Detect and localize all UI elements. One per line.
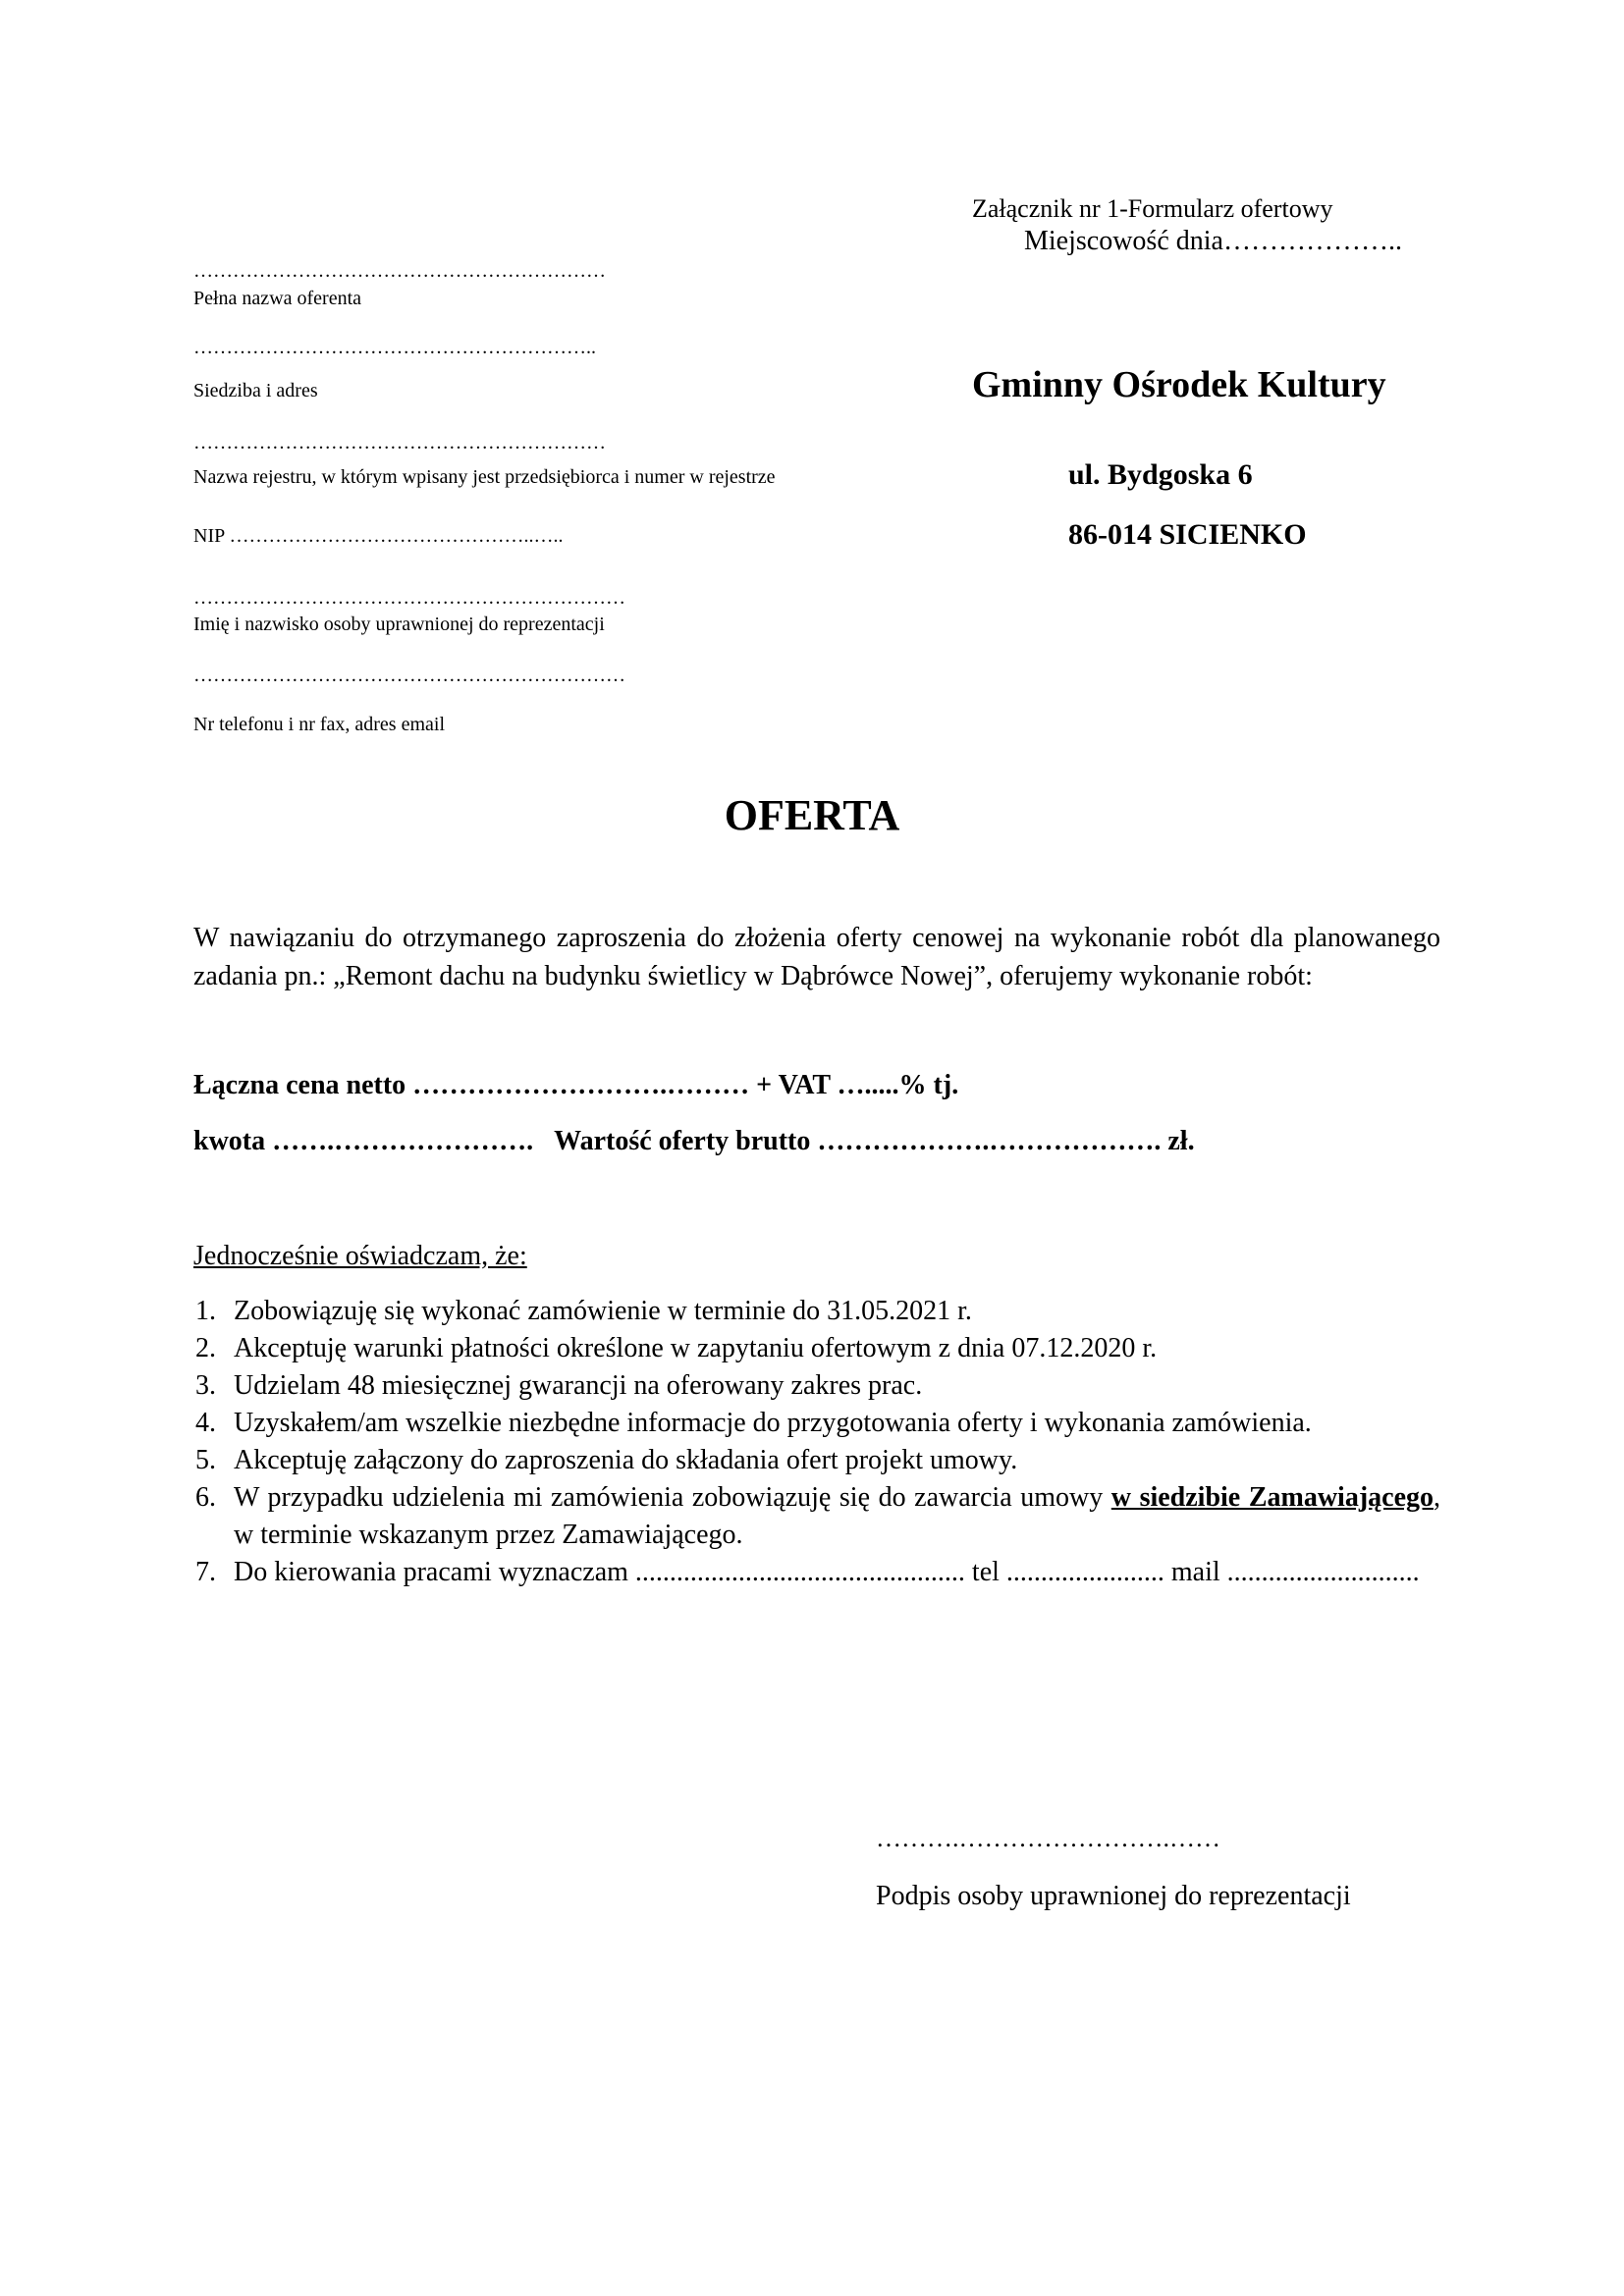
bidder-address-dots: ……………………………………………………..	[193, 337, 596, 358]
bidder-address-label: Siedziba i adres	[193, 380, 318, 401]
list-number: 1.	[195, 1296, 216, 1326]
recipient-street: ul. Bydgoska 6	[1068, 458, 1253, 491]
list-text-tail: , w terminie wskazanym przez Zamawiającego.	[234, 1482, 1440, 1550]
gross-price-line	[193, 1126, 1195, 1157]
bidder-registry-label: Nazwa rejestru, w którym wpisany jest przedsiębiorca i numer w rejestrze	[193, 466, 776, 488]
list-number: 3.	[195, 1370, 216, 1401]
gross-value-field: Wartość oferty brutto ……………….………………. zł.	[554, 1126, 1195, 1156]
bidder-name-label: Pełna nazwa oferenta	[193, 288, 362, 309]
recipient-name: Gminny Ośrodek Kultury	[972, 364, 1386, 405]
list-text: Akceptuję warunki płatności określone w zapytaniu ofertowym z dnia 07.12.2020 r.	[234, 1333, 1158, 1363]
bidder-contact-dots: …………………………………………………………	[193, 665, 625, 686]
list-number: 6.	[195, 1482, 216, 1513]
list-number: 2.	[195, 1333, 216, 1363]
recipient-city: 86-014 SICIENKO	[1068, 518, 1307, 551]
seat-emphasis: w siedzibie Zamawiającego	[1110, 1482, 1434, 1513]
amount-field: kwota …….………………….	[193, 1126, 541, 1156]
list-text: Zobowiązuję się wykonać zamówienie w terminie do 31.05.2021 r.	[234, 1296, 972, 1326]
signature-dots: ……….…………………….……	[876, 1824, 1220, 1852]
net-price-line: Łączna cena netto ……………………….……… + VAT ….....% tj.	[193, 1070, 959, 1100]
list-item	[177, 1442, 1440, 1479]
list-item	[177, 1367, 1440, 1405]
signature-label: Podpis osoby uprawnionej do reprezentacji	[876, 1881, 1351, 1911]
declaration-heading: Jednocześnie oświadczam, że:	[193, 1241, 527, 1271]
list-number: 5.	[195, 1445, 216, 1475]
list-text: Do kierowania pracami wyznaczam ................................................ tel ....................... mail ............................	[234, 1557, 1420, 1587]
bidder-rep-label: Imię i nazwisko osoby uprawnionej do reprezentacji	[193, 614, 605, 635]
bidder-contact-label: Nr telefonu i nr fax, adres email	[193, 714, 446, 735]
bidder-name-dots: ………………………………………………………	[193, 260, 606, 282]
bidder-nip-field: NIP ………………………………………..…..	[193, 525, 564, 547]
list-item	[177, 1293, 1440, 1330]
bidder-rep-dots: …………………………………………………………	[193, 587, 625, 609]
place-date-field: Miejscowość dnia………………..	[1024, 226, 1402, 256]
list-item	[177, 1554, 1440, 1591]
page-title: OFERTA	[724, 791, 900, 839]
bidder-registry-dots: ………………………………………………………	[193, 432, 606, 454]
intro-paragraph: W nawiązaniu do otrzymanego zaproszenia do złożenia oferty cenowej na wykonanie robót dla planowanego zadania pn.: „Remont dachu na budynku świetlicy w Dąbrówce Nowej”, oferujemy wykonanie robót:	[193, 923, 1440, 991]
list-text: Akceptuję załączony do zaproszenia do składania ofert projekt umowy.	[234, 1445, 1018, 1475]
list-text: Uzyskałem/am wszelkie niezbędne informacje do przygotowania oferty i wykonania zamówienia.	[234, 1408, 1312, 1438]
list-text: W przypadku udzielenia mi zamówienia zobowiązuję się do zawarcia umowy	[234, 1482, 1111, 1513]
list-item	[177, 1405, 1440, 1442]
list-text: Udzielam 48 miesięcznej gwarancji na oferowany zakres prac.	[234, 1370, 923, 1401]
list-item	[177, 1479, 1440, 1554]
declarations-list	[177, 1293, 1440, 1591]
attachment-label: Załącznik nr 1-Formularz ofertowy	[972, 194, 1333, 223]
list-number: 4.	[195, 1408, 216, 1438]
list-item	[177, 1330, 1440, 1367]
list-number: 7.	[195, 1557, 216, 1587]
